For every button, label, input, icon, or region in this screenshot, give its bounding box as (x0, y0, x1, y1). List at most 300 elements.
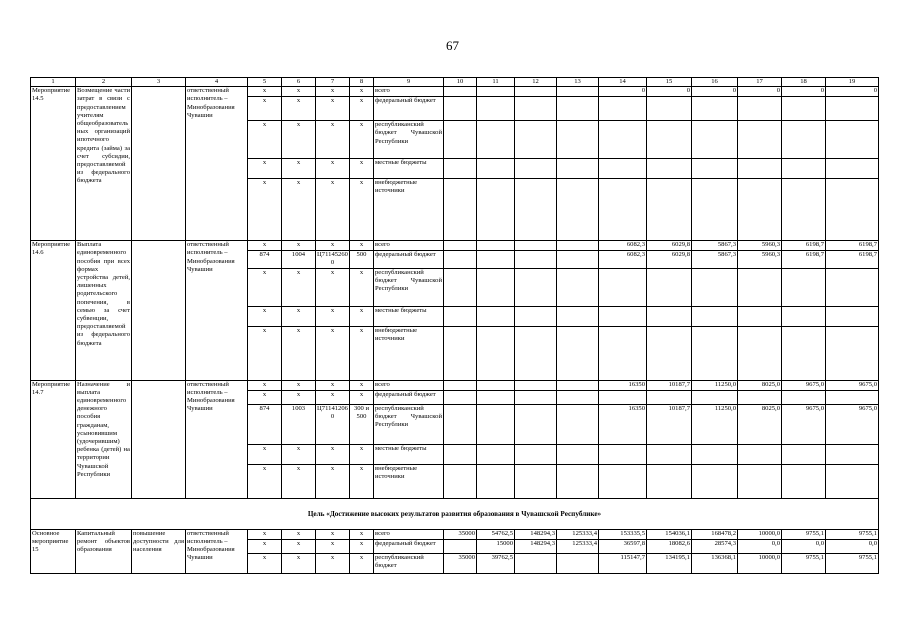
amount-cell (444, 251, 477, 268)
amount-cell: 10187,7 (647, 380, 692, 390)
amount-cell (782, 179, 826, 241)
amount-cell (738, 306, 782, 326)
amount-cell (738, 159, 782, 179)
amount-cell (477, 326, 515, 380)
amount-cell (692, 306, 738, 326)
amount-cell (515, 179, 557, 241)
header-cell: 8 (350, 78, 374, 87)
amount-cell (477, 390, 515, 404)
code-expense: 300 и 500 (350, 404, 374, 444)
amount-cell (444, 464, 477, 498)
amount-cell: 39762,5 (477, 553, 515, 573)
code-section: x (282, 268, 316, 306)
amount-cell (692, 326, 738, 380)
amount-cell: 6198,7 (826, 241, 879, 251)
amount-cell: 16350 (599, 380, 647, 390)
amount-cell: 8025,0 (738, 404, 782, 444)
amount-cell (738, 121, 782, 159)
code-target: x (316, 539, 350, 553)
amount-cell (444, 121, 477, 159)
amount-cell (444, 241, 477, 251)
code-expense: x (350, 87, 374, 97)
table-row (31, 380, 879, 390)
amount-cell: 10000,0 (738, 553, 782, 573)
amount-cell (826, 121, 879, 159)
event-code: Основное мероприятие 15 (31, 529, 76, 573)
amount-cell: 115147,7 (599, 553, 647, 573)
amount-cell (477, 159, 515, 179)
code-section: x (282, 241, 316, 251)
amount-cell (557, 306, 599, 326)
amount-cell (477, 444, 515, 464)
header-cell: 12 (515, 78, 557, 87)
amount-cell: 10000,0 (738, 529, 782, 539)
amount-cell (557, 97, 599, 121)
header-cell: 11 (477, 78, 515, 87)
funding-source: местные бюджеты (374, 159, 444, 179)
amount-cell (782, 390, 826, 404)
amount-cell: 6198,7 (826, 251, 879, 268)
code-grbs: x (248, 539, 282, 553)
header-cell: 1 (31, 78, 76, 87)
code-grbs: x (248, 529, 282, 539)
funding-source: федеральный бюджет (374, 97, 444, 121)
code-target: x (316, 390, 350, 404)
amount-cell (599, 306, 647, 326)
header-cell: 19 (826, 78, 879, 87)
amount-cell (599, 121, 647, 159)
amount-cell (515, 390, 557, 404)
event-executor: ответственный исполнитель – Минобразования Чувашии (186, 87, 248, 241)
amount-cell (738, 464, 782, 498)
code-grbs: x (248, 444, 282, 464)
amount-cell (782, 464, 826, 498)
amount-cell (444, 326, 477, 380)
code-section: 1003 (282, 404, 316, 444)
header-cell: 14 (599, 78, 647, 87)
amount-cell (444, 159, 477, 179)
amount-cell (477, 268, 515, 306)
code-section: x (282, 306, 316, 326)
amount-cell (515, 326, 557, 380)
amount-cell (692, 97, 738, 121)
header-cell: 7 (316, 78, 350, 87)
amount-cell: 10187,7 (647, 404, 692, 444)
amount-cell: 154036,1 (647, 529, 692, 539)
amount-cell (557, 268, 599, 306)
amount-cell: 168478,2 (692, 529, 738, 539)
amount-cell: 0 (599, 87, 647, 97)
amount-cell: 0,0 (782, 539, 826, 553)
amount-cell (647, 268, 692, 306)
amount-cell (557, 464, 599, 498)
amount-cell (515, 380, 557, 390)
header-cell: 16 (692, 78, 738, 87)
amount-cell (738, 326, 782, 380)
amount-cell (477, 87, 515, 97)
amount-cell (477, 241, 515, 251)
amount-cell (782, 97, 826, 121)
code-grbs: x (248, 380, 282, 390)
amount-cell (738, 179, 782, 241)
amount-cell (515, 553, 557, 573)
code-expense: x (350, 380, 374, 390)
amount-cell (647, 179, 692, 241)
funding-source: федеральный бюджет (374, 390, 444, 404)
amount-cell (477, 179, 515, 241)
code-expense: x (350, 179, 374, 241)
event-code: Мероприятие 14.5 (31, 87, 76, 241)
code-expense: x (350, 306, 374, 326)
amount-cell: 5960,3 (738, 251, 782, 268)
code-section: x (282, 97, 316, 121)
amount-cell: 35000 (444, 529, 477, 539)
amount-cell (444, 268, 477, 306)
code-target: x (316, 97, 350, 121)
amount-cell: 9675,0 (782, 404, 826, 444)
amount-cell (826, 306, 879, 326)
amount-cell (557, 444, 599, 464)
amount-cell (647, 306, 692, 326)
header-cell: 10 (444, 78, 477, 87)
amount-cell (647, 464, 692, 498)
amount-cell (599, 159, 647, 179)
amount-cell: 6029,8 (647, 241, 692, 251)
code-grbs: x (248, 159, 282, 179)
amount-cell (599, 97, 647, 121)
funding-source: республиканский бюджет Чувашской Республики (374, 121, 444, 159)
code-section: x (282, 159, 316, 179)
amount-cell (444, 306, 477, 326)
header-cell: 17 (738, 78, 782, 87)
code-expense: x (350, 444, 374, 464)
code-grbs: x (248, 326, 282, 380)
funding-source: всего (374, 380, 444, 390)
event-indicator (132, 241, 186, 380)
code-grbs: x (248, 179, 282, 241)
funding-source: республиканский бюджет Чувашской Республики (374, 404, 444, 444)
amount-cell (444, 404, 477, 444)
goal-row (31, 498, 879, 529)
amount-cell (444, 390, 477, 404)
amount-cell (444, 444, 477, 464)
amount-cell: 9755,1 (826, 529, 879, 539)
code-section: x (282, 326, 316, 380)
header-cell: 6 (282, 78, 316, 87)
event-code: Мероприятие 14.7 (31, 380, 76, 498)
funding-source: федеральный бюджет (374, 251, 444, 268)
amount-cell (738, 268, 782, 306)
amount-cell (515, 241, 557, 251)
code-grbs: x (248, 268, 282, 306)
header-cell: 9 (374, 78, 444, 87)
amount-cell (826, 159, 879, 179)
amount-cell (515, 268, 557, 306)
amount-cell (557, 326, 599, 380)
table-row (31, 529, 879, 539)
amount-cell (515, 444, 557, 464)
amount-cell (557, 179, 599, 241)
amount-cell: 11250,0 (692, 380, 738, 390)
amount-cell: 9755,1 (782, 553, 826, 573)
code-section: x (282, 539, 316, 553)
code-section: x (282, 529, 316, 539)
event-title: Назначение и выплата единовременного денежного пособия гражданам, усыновившим (удочерившим) ребенка (детей) на территории Чувашской Республики (76, 380, 132, 498)
amount-cell (647, 159, 692, 179)
header-cell: 5 (248, 78, 282, 87)
code-section: x (282, 390, 316, 404)
amount-cell (515, 97, 557, 121)
amount-cell (692, 121, 738, 159)
amount-cell: 8025,0 (738, 380, 782, 390)
code-section: x (282, 380, 316, 390)
amount-cell: 9675,0 (826, 380, 879, 390)
amount-cell (557, 87, 599, 97)
amount-cell: 0 (826, 87, 879, 97)
amount-cell: 0 (738, 87, 782, 97)
code-expense: x (350, 241, 374, 251)
funding-source: всего (374, 529, 444, 539)
code-target: x (316, 380, 350, 390)
amount-cell: 5867,3 (692, 241, 738, 251)
amount-cell (599, 179, 647, 241)
amount-cell (826, 464, 879, 498)
amount-cell (515, 306, 557, 326)
code-section: x (282, 553, 316, 573)
header-cell: 4 (186, 78, 248, 87)
amount-cell (647, 97, 692, 121)
amount-cell (477, 251, 515, 268)
amount-cell (444, 380, 477, 390)
amount-cell (826, 326, 879, 380)
event-title: Капитальный ремонт объектов образования (76, 529, 132, 573)
amount-cell (647, 326, 692, 380)
amount-cell (826, 444, 879, 464)
amount-cell (738, 390, 782, 404)
amount-cell (515, 87, 557, 97)
code-target: x (316, 444, 350, 464)
amount-cell: 0 (647, 87, 692, 97)
amount-cell (647, 121, 692, 159)
event-code: Мероприятие 14.6 (31, 241, 76, 380)
code-section: x (282, 464, 316, 498)
code-grbs: x (248, 241, 282, 251)
amount-cell (444, 87, 477, 97)
amount-cell: 6029,8 (647, 251, 692, 268)
amount-cell: 148294,3 (515, 539, 557, 553)
page-number: 67 (446, 38, 459, 53)
amount-cell (647, 444, 692, 464)
code-section: 1004 (282, 251, 316, 268)
amount-cell (782, 121, 826, 159)
amount-cell (826, 268, 879, 306)
table-row (31, 87, 879, 97)
amount-cell (557, 241, 599, 251)
amount-cell (557, 390, 599, 404)
funding-source: республиканский бюджет Чувашской Республики (374, 268, 444, 306)
amount-cell: 5960,3 (738, 241, 782, 251)
amount-cell (515, 121, 557, 159)
event-title: Возмещение части затрат в связи с предоставлением учителям общеобразовательных организаций ипотечного кредита (займа) за счет субсидии, предоставляемой из федерального бюджета (76, 87, 132, 241)
amount-cell (599, 390, 647, 404)
funding-source: всего (374, 241, 444, 251)
amount-cell (738, 97, 782, 121)
amount-cell (782, 326, 826, 380)
code-grbs: x (248, 553, 282, 573)
amount-cell (557, 380, 599, 390)
amount-cell: 9675,0 (782, 380, 826, 390)
goal-heading: Цель «Достижение высоких результатов развития образования в Чувашской Республике» (31, 498, 879, 529)
funding-source: республиканский бюджет (374, 553, 444, 573)
amount-cell (557, 121, 599, 159)
funding-source: федеральный бюджет (374, 539, 444, 553)
code-grbs: 874 (248, 404, 282, 444)
event-indicator: повышение доступности для населения (132, 529, 186, 573)
code-grbs: 874 (248, 251, 282, 268)
amount-cell: 9675,0 (826, 404, 879, 444)
amount-cell (647, 390, 692, 404)
code-target: x (316, 326, 350, 380)
amount-cell (826, 97, 879, 121)
table-row (31, 241, 879, 251)
header-cell: 15 (647, 78, 692, 87)
amount-cell: 36597,8 (599, 539, 647, 553)
amount-cell: 0 (692, 87, 738, 97)
amount-cell: 16350 (599, 404, 647, 444)
amount-cell: 11250,0 (692, 404, 738, 444)
amount-cell (692, 464, 738, 498)
code-expense: x (350, 539, 374, 553)
code-grbs: x (248, 121, 282, 159)
code-target: x (316, 179, 350, 241)
amount-cell: 0 (782, 87, 826, 97)
code-expense: x (350, 529, 374, 539)
amount-cell (826, 179, 879, 241)
amount-cell: 6082,3 (599, 241, 647, 251)
code-expense: x (350, 121, 374, 159)
amount-cell: 153335,5 (599, 529, 647, 539)
amount-cell: 6082,3 (599, 251, 647, 268)
header-cell: 2 (76, 78, 132, 87)
budget-table (30, 77, 879, 574)
code-expense: x (350, 159, 374, 179)
amount-cell (599, 444, 647, 464)
event-executor: ответственный исполнитель – Минобразования Чувашии (186, 380, 248, 498)
amount-cell (477, 404, 515, 444)
amount-cell (477, 380, 515, 390)
code-target: x (316, 87, 350, 97)
funding-source: местные бюджеты (374, 444, 444, 464)
amount-cell: 0,0 (738, 539, 782, 553)
amount-cell: 35000 (444, 553, 477, 573)
event-indicator (132, 380, 186, 498)
amount-cell: 125333,4 (557, 539, 599, 553)
event-title: Выплата единовременного пособия при всех формах устройства детей, лишенных родительского попечения, в семью за счет субвенции, предоставляемой из федерального бюджета (76, 241, 132, 380)
amount-cell (692, 444, 738, 464)
code-section: x (282, 179, 316, 241)
amount-cell (557, 404, 599, 444)
amount-cell: 136368,1 (692, 553, 738, 573)
code-target: Ц711452600 (317, 251, 348, 267)
amount-cell (599, 464, 647, 498)
code-grbs: x (248, 87, 282, 97)
amount-cell: 28574,3 (692, 539, 738, 553)
amount-cell: 6198,7 (782, 241, 826, 251)
code-expense: 500 (350, 251, 374, 268)
amount-cell (477, 306, 515, 326)
header-cell: 18 (782, 78, 826, 87)
amount-cell (599, 326, 647, 380)
amount-cell: 5867,3 (692, 251, 738, 268)
event-executor: ответственный исполнитель – Минобразования Чувашии (186, 241, 248, 380)
funding-source: внебюджетные источники (374, 464, 444, 498)
amount-cell: 148294,3 (515, 529, 557, 539)
amount-cell (444, 179, 477, 241)
funding-source: внебюджетные источники (374, 326, 444, 380)
amount-cell (515, 251, 557, 268)
header-cell: 13 (557, 78, 599, 87)
amount-cell (782, 159, 826, 179)
amount-cell: 15000 (477, 539, 515, 553)
amount-cell (826, 390, 879, 404)
event-indicator (132, 87, 186, 241)
code-target: x (316, 529, 350, 539)
amount-cell (692, 159, 738, 179)
code-target: x (316, 121, 350, 159)
amount-cell (477, 121, 515, 159)
amount-cell (782, 306, 826, 326)
amount-cell: 134195,1 (647, 553, 692, 573)
amount-cell (444, 539, 477, 553)
amount-cell (557, 553, 599, 573)
code-target: Ц711412060 (316, 404, 350, 444)
code-grbs: x (248, 390, 282, 404)
amount-cell (557, 159, 599, 179)
funding-source: всего (374, 87, 444, 97)
amount-cell (515, 159, 557, 179)
code-grbs: x (248, 464, 282, 498)
code-target: x (316, 553, 350, 573)
code-target: x (316, 241, 350, 251)
amount-cell (515, 404, 557, 444)
event-executor: ответственный исполнитель – Минобразования Чувашии (186, 529, 248, 573)
code-expense: x (350, 464, 374, 498)
amount-cell: 9755,1 (826, 553, 879, 573)
code-section: x (282, 87, 316, 97)
funding-source: внебюджетные источники (374, 179, 444, 241)
amount-cell: 125333,4 (557, 529, 599, 539)
amount-cell (477, 464, 515, 498)
code-section: x (282, 121, 316, 159)
code-target: x (316, 464, 350, 498)
code-expense: x (350, 390, 374, 404)
amount-cell (692, 268, 738, 306)
code-expense: x (350, 97, 374, 121)
amount-cell (557, 251, 599, 268)
amount-cell: 0,0 (826, 539, 879, 553)
amount-cell (692, 179, 738, 241)
code-target: x (316, 306, 350, 326)
amount-cell: 54762,5 (477, 529, 515, 539)
header-cell: 3 (132, 78, 186, 87)
amount-cell (444, 97, 477, 121)
amount-cell (782, 444, 826, 464)
code-grbs: x (248, 306, 282, 326)
amount-cell: 18082,6 (647, 539, 692, 553)
code-section: x (282, 444, 316, 464)
funding-source: местные бюджеты (374, 306, 444, 326)
amount-cell (738, 444, 782, 464)
